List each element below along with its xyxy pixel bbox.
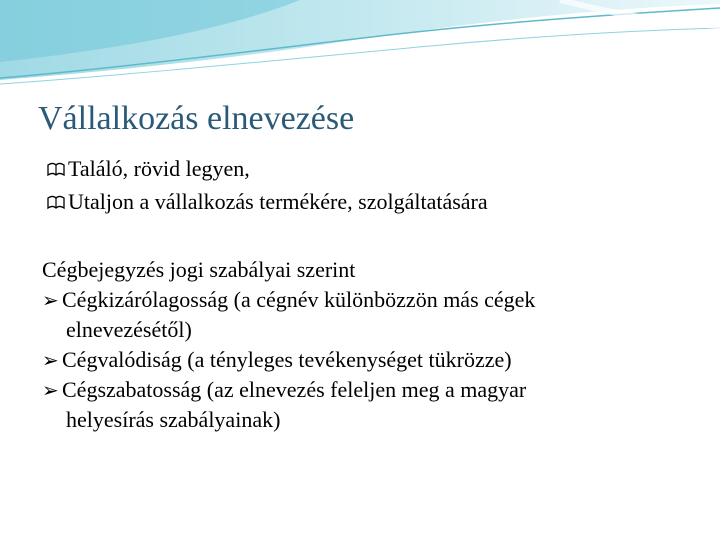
rule-text-line: Cégvalódiság (a tényleges tevékenységet tükrözze): [62, 347, 512, 372]
section-heading: Cégbejegyzés jogi szabályai szerint: [42, 257, 356, 282]
rule-text-line: Cégszabatosság (az elnevezés feleljen meg a magyar: [62, 377, 527, 402]
rule-text-line: helyesírás szabályainak): [66, 407, 281, 432]
bullet-item: [46, 185, 488, 218]
arrow-right-icon: ➢: [42, 378, 59, 402]
header-wave-decoration: [0, 0, 720, 90]
rule-item: [42, 375, 702, 435]
rule-text: [62, 285, 702, 345]
arrow-right-icon: ➢: [42, 288, 59, 312]
rule-text: [62, 345, 702, 375]
rule-item: [42, 285, 702, 345]
bullet-text: Találó, rövid legyen,: [68, 156, 250, 181]
rules-section: [42, 255, 702, 435]
slide-title: Vállalkozás elnevezése: [38, 100, 355, 137]
bullet-list: [46, 152, 488, 218]
arrow-right-icon: ➢: [42, 348, 59, 372]
book-icon: [46, 159, 66, 179]
rule-item: [42, 345, 702, 375]
rule-text-line: elnevezésétől): [66, 317, 192, 342]
book-icon: [46, 192, 66, 212]
bullet-text: Utaljon a vállalkozás termékére, szolgáltatására: [68, 189, 488, 214]
rule-text-line: Cégkizárólagosság (a cégnév különbözzön más cégek: [62, 287, 536, 312]
rule-text: [62, 375, 702, 435]
bullet-item: [46, 152, 488, 185]
